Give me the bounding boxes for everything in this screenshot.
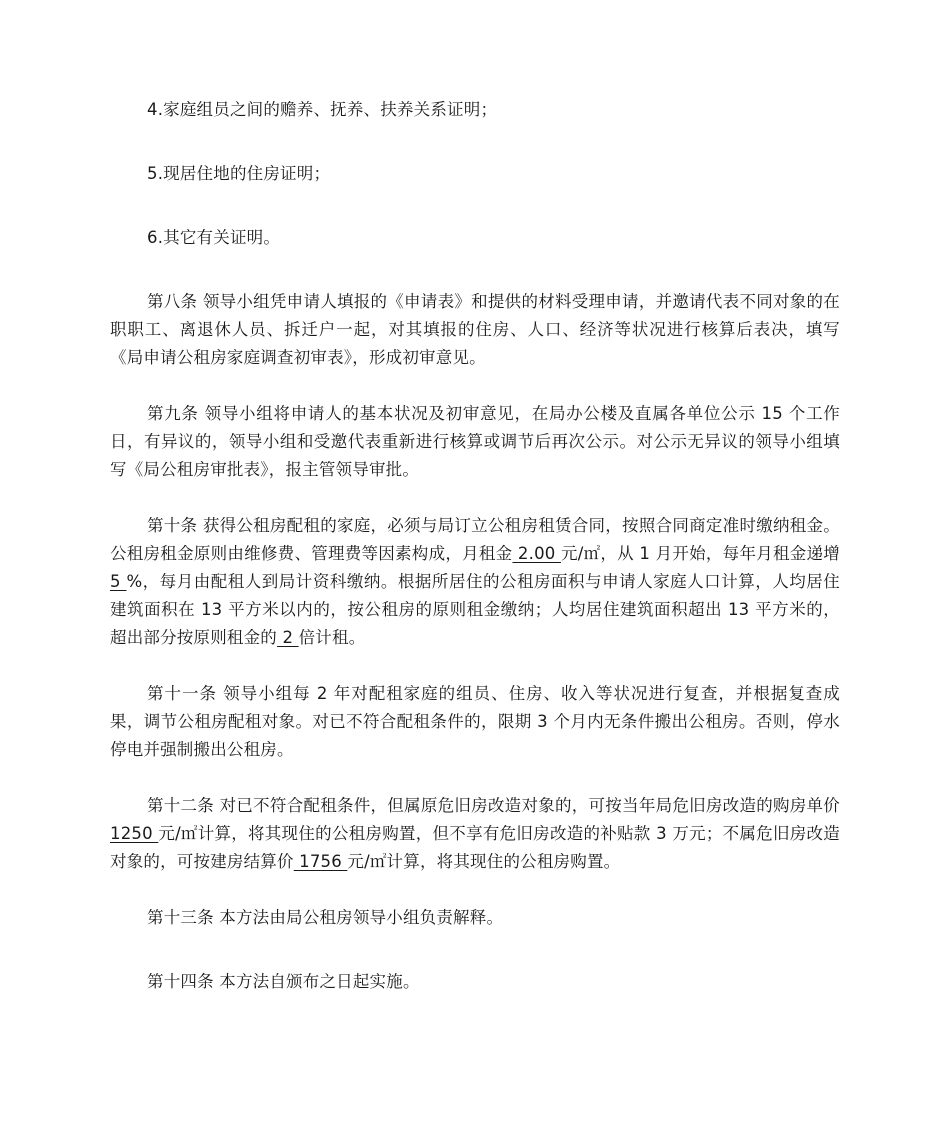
article-8: 第八条 领导小组凭申请人填报的《申请表》和提供的材料受理申请，并邀请代表不同对象的在职职工、离退休人员、拆迁户一起，对其填报的住房、人口、经济等状况进行核算后表决，填写《局申请公租房家庭调查初审表》，形成初审意见。 bbox=[110, 292, 840, 367]
article-10-text-1: 第十条 获得公租房配租的家庭，必须与局订立公租房租赁合同，按照合同商定准时缴纳租金。公租房租金原则由维修费、管理费等因素构成，月租金 bbox=[110, 516, 840, 563]
item-4: 4.家庭组员之间的赡养、抚养、扶养关系证明； bbox=[147, 100, 498, 119]
article-10-text-4: 倍计租。 bbox=[298, 628, 366, 647]
article-10-text-3: %，每月由配租人到局计资科缴纳。根据所居住的公租房面积与申请人家庭人口计算，人均居住建筑面积在 13 平方米以内的，按公租房的原则租金缴纳；人均居住建筑面积超出 13 平方米的，超出部分按原则租金的 bbox=[110, 572, 840, 647]
article-12 bbox=[110, 792, 840, 876]
item-5: 5.现居住地的住房证明； bbox=[147, 164, 331, 183]
article-14: 第十四条 本方法自颁布之日起实施。 bbox=[147, 972, 420, 991]
article-9: 第九条 领导小组将申请人的基本状况及初审意见，在局办公楼及直属各单位公示 15 个工作日，有异议的，领导小组和受邀代表重新进行核算或调节后再次公示。对公示无异议的领导小组填写《局公租房审批表》，报主管领导审批。 bbox=[110, 404, 840, 479]
article-12-text-1: 第十二条 对已不符合配租条件，但属原危旧房改造对象的，可按当年局危旧房改造的购房单价 bbox=[147, 796, 840, 815]
purchase-price-value: 1250 bbox=[110, 824, 159, 843]
article-12-text-3: 元/㎡计算，将其现住的公租房购置。 bbox=[347, 852, 621, 871]
item-6: 6.其它有关证明。 bbox=[147, 228, 281, 247]
article-10-text-2: 元/㎡，从 1 月开始，每年月租金递增 bbox=[560, 544, 840, 563]
article-13: 第十三条 本方法由局公租房领导小组负责解释。 bbox=[147, 908, 504, 927]
article-12-text-2: 元/㎡计算，将其现住的公租房购置，但不享有危旧房改造的补贴款 3 万元；不属危旧房改造对象的，可按建房结算价 bbox=[110, 824, 840, 871]
monthly-rent-value: 2.00 bbox=[512, 544, 561, 563]
article-10 bbox=[110, 512, 840, 652]
document-page bbox=[110, 96, 840, 1032]
settlement-price-value: 1756 bbox=[293, 852, 348, 871]
rent-multiplier-value: 2 bbox=[277, 628, 299, 647]
rent-increase-value: 5 bbox=[110, 572, 127, 591]
article-11: 第十一条 领导小组每 2 年对配租家庭的组员、住房、收入等状况进行复查，并根据复查成果，调节公租房配租对象。对已不符合配租条件的，限期 3 个月内无条件搬出公租房。否则，停水停电并强制搬出公租房。 bbox=[110, 684, 840, 759]
